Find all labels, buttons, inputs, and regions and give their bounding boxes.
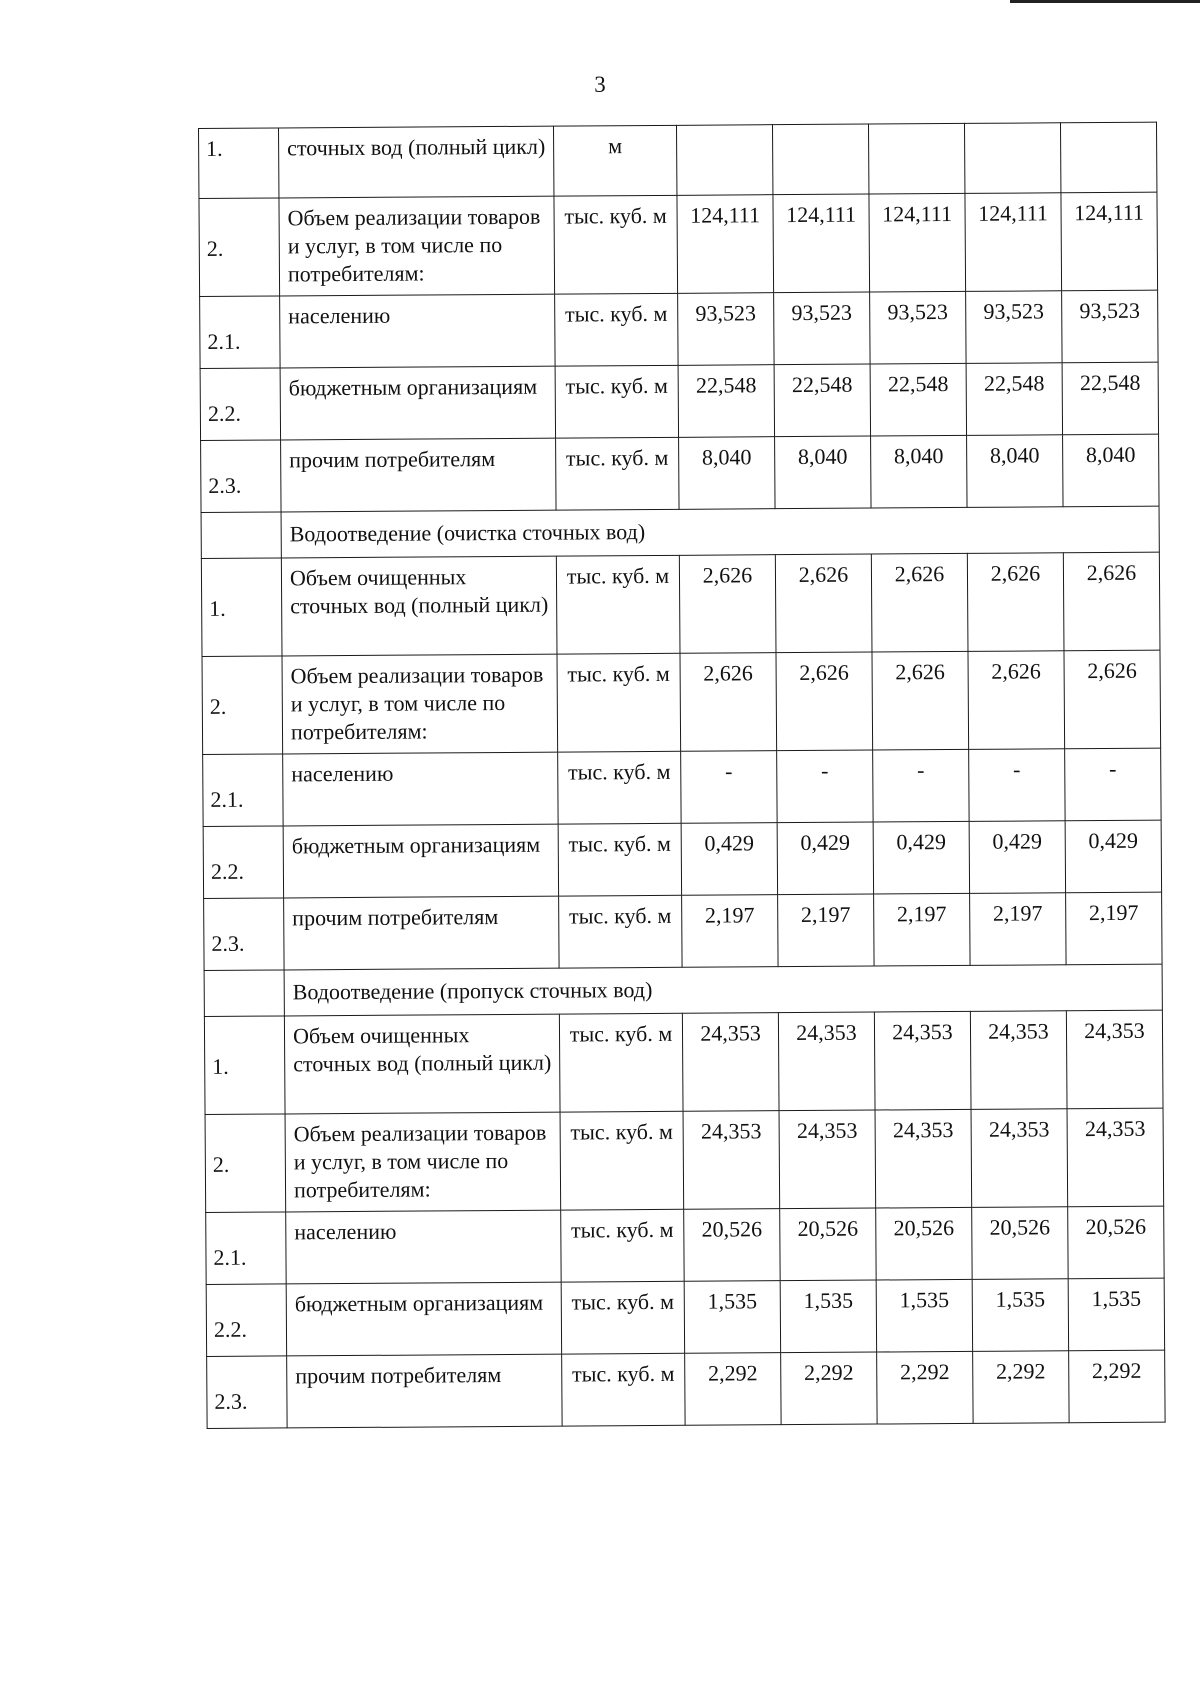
value-cell: - (969, 749, 1065, 822)
value-cell: 22,548 (774, 364, 870, 437)
table-row (201, 434, 1159, 512)
row-number: 1. (201, 558, 282, 657)
value-cell: 0,429 (777, 822, 873, 895)
value-cell: 2,626 (872, 651, 969, 750)
value-cell: 93,523 (774, 292, 870, 365)
indicators-table (198, 122, 1166, 1429)
value-cell: 24,353 (874, 1011, 971, 1110)
table-row (200, 362, 1158, 440)
value-cell: 93,523 (678, 293, 774, 366)
indicator-name: бюджетным организациям (286, 1282, 561, 1356)
value-cell: 93,523 (966, 291, 1062, 364)
value-cell (964, 123, 1060, 194)
value-cell (1060, 122, 1156, 193)
value-cell: 8,040 (679, 437, 775, 510)
section-row (204, 964, 1162, 1016)
value-cell: 124,111 (1061, 192, 1158, 291)
value-cell: 8,040 (775, 436, 871, 509)
unit-cell: тыс. куб. м (556, 437, 679, 510)
unit-cell: тыс. куб. м (555, 293, 678, 366)
indicator-name: Объем реализации товаров и услуг, в том числе по потребителям: (279, 196, 555, 296)
table-row (204, 892, 1162, 970)
value-cell: 8,040 (871, 435, 967, 508)
table-row (199, 192, 1158, 296)
section-number-cell (201, 512, 281, 559)
indicator-name: бюджетным организациям (283, 824, 558, 898)
value-cell: 2,197 (970, 893, 1066, 966)
indicator-name: Объем очищенных сточных вод (полный цикл) (281, 556, 557, 656)
row-number: 2.2. (206, 1284, 286, 1357)
value-cell: 1,535 (780, 1280, 876, 1353)
row-number: 2.1. (203, 754, 283, 827)
value-cell: 22,548 (966, 363, 1062, 436)
value-cell: 0,429 (969, 821, 1065, 894)
indicator-name: прочим потребителям (287, 1354, 562, 1428)
value-cell: 8,040 (1063, 434, 1159, 507)
value-cell: 22,548 (678, 365, 774, 438)
scan-edge-mark (1010, 0, 1200, 3)
table-body (199, 122, 1166, 1428)
value-cell (772, 124, 868, 195)
value-cell: 1,535 (876, 1279, 972, 1352)
row-number: 1. (199, 128, 279, 199)
indicator-name: Объем реализации товаров и услуг, в том числе по потребителям: (285, 1112, 561, 1212)
value-cell: 20,526 (1068, 1206, 1164, 1279)
value-cell: 2,292 (973, 1351, 1069, 1424)
value-cell: 20,526 (876, 1207, 972, 1280)
table-row (204, 1010, 1163, 1114)
value-cell: 2,292 (685, 1353, 781, 1426)
value-cell: 2,292 (781, 1352, 877, 1425)
value-cell: 2,197 (682, 895, 778, 968)
unit-cell: тыс. куб. м (556, 555, 680, 654)
section-row (201, 506, 1159, 558)
unit-cell: тыс. куб. м (557, 653, 681, 752)
value-cell: 24,353 (1067, 1108, 1164, 1207)
section-title: Водоотведение (очистка сточных вод) (281, 506, 1159, 558)
indicator-name: прочим потребителям (281, 438, 556, 512)
value-cell: 22,548 (1062, 362, 1158, 435)
value-cell: 24,353 (778, 1012, 875, 1111)
row-number: 2.1. (200, 296, 280, 369)
value-cell: 93,523 (870, 291, 966, 364)
value-cell: 124,111 (677, 195, 774, 294)
value-cell: 20,526 (684, 1209, 780, 1282)
value-cell: 2,626 (775, 554, 872, 653)
indicator-name: прочим потребителям (284, 896, 559, 970)
value-cell: 2,626 (1064, 650, 1161, 749)
unit-cell: тыс. куб. м (555, 365, 678, 438)
value-cell: 20,526 (780, 1208, 876, 1281)
value-cell: 124,111 (869, 193, 966, 292)
indicator-name: Объем реализации товаров и услуг, в том числе по потребителям: (282, 654, 558, 754)
indicator-name: Объем очищенных сточных вод (полный цикл) (284, 1014, 560, 1114)
unit-cell: м (553, 125, 676, 196)
value-cell: 2,197 (778, 894, 874, 967)
value-cell: 124,111 (965, 193, 1062, 292)
value-cell: 2,626 (776, 652, 873, 751)
row-number: 2.3. (201, 440, 281, 513)
page-number: 3 (594, 72, 606, 97)
value-cell: 24,353 (1066, 1010, 1163, 1109)
value-cell: 1,535 (972, 1279, 1068, 1352)
unit-cell: тыс. куб. м (559, 1013, 683, 1112)
unit-cell: тыс. куб. м (561, 1209, 684, 1282)
value-cell: 2,626 (679, 555, 776, 654)
section-title: Водоотведение (пропуск сточных вод) (284, 964, 1162, 1016)
value-cell: - (873, 749, 969, 822)
row-number: 2.1. (206, 1212, 286, 1285)
row-number: 2.3. (207, 1356, 287, 1429)
table-row (200, 290, 1158, 368)
unit-cell: тыс. куб. м (558, 823, 681, 896)
value-cell (676, 125, 772, 196)
value-cell: 20,526 (972, 1207, 1068, 1280)
value-cell: 0,429 (873, 821, 969, 894)
value-cell: 24,353 (682, 1013, 779, 1112)
value-cell: 24,353 (970, 1011, 1067, 1110)
section-number-cell (204, 970, 284, 1017)
value-cell: 2,626 (680, 653, 777, 752)
unit-cell: тыс. куб. м (554, 195, 678, 294)
value-cell: 0,429 (681, 823, 777, 896)
row-number: 1. (204, 1016, 285, 1115)
unit-cell: тыс. куб. м (561, 1281, 684, 1354)
table-row (203, 748, 1161, 826)
value-cell: 93,523 (1062, 290, 1158, 363)
table-row (205, 1108, 1164, 1212)
value-cell: 24,353 (683, 1111, 780, 1210)
value-cell: 1,535 (684, 1281, 780, 1354)
indicator-name: населению (283, 752, 558, 826)
value-cell: 2,197 (874, 893, 970, 966)
value-cell: - (681, 751, 777, 824)
value-cell: 24,353 (971, 1109, 1068, 1208)
value-cell: 124,111 (773, 194, 870, 293)
value-cell: 2,292 (877, 1351, 973, 1424)
table-row (202, 650, 1161, 754)
value-cell: 1,535 (1068, 1278, 1164, 1351)
value-cell: - (777, 750, 873, 823)
value-cell: 2,626 (871, 553, 968, 652)
value-cell (868, 123, 964, 194)
row-number: 2. (202, 656, 283, 755)
value-cell: 2,626 (967, 553, 1064, 652)
unit-cell: тыс. куб. м (562, 1353, 685, 1426)
indicator-name: населению (286, 1210, 561, 1284)
value-cell: 22,548 (870, 363, 966, 436)
unit-cell: тыс. куб. м (558, 751, 681, 824)
row-number: 2. (199, 198, 280, 297)
indicator-name: населению (280, 294, 555, 368)
row-number: 2.2. (200, 368, 280, 441)
row-number: 2. (205, 1114, 286, 1213)
value-cell: 24,353 (779, 1110, 876, 1209)
value-cell: 2,292 (1069, 1350, 1165, 1423)
indicator-name: бюджетным организациям (280, 366, 555, 440)
value-cell: 2,626 (1063, 552, 1160, 651)
unit-cell: тыс. куб. м (559, 895, 682, 968)
value-cell: 2,197 (1066, 892, 1162, 965)
value-cell: 8,040 (967, 435, 1063, 508)
table-row (206, 1278, 1164, 1356)
indicator-name: сточных вод (полный цикл) (279, 126, 554, 198)
table-row (206, 1206, 1164, 1284)
value-cell: 0,429 (1065, 820, 1161, 893)
table-row (201, 552, 1160, 656)
row-number: 2.2. (203, 826, 283, 899)
value-cell: 24,353 (875, 1109, 972, 1208)
table-row (207, 1350, 1165, 1428)
value-cell: 2,626 (968, 651, 1065, 750)
row-number: 2.3. (204, 898, 284, 971)
unit-cell: тыс. куб. м (560, 1111, 684, 1210)
value-cell: - (1065, 748, 1161, 821)
table-row (203, 820, 1161, 898)
table-row (199, 122, 1157, 198)
